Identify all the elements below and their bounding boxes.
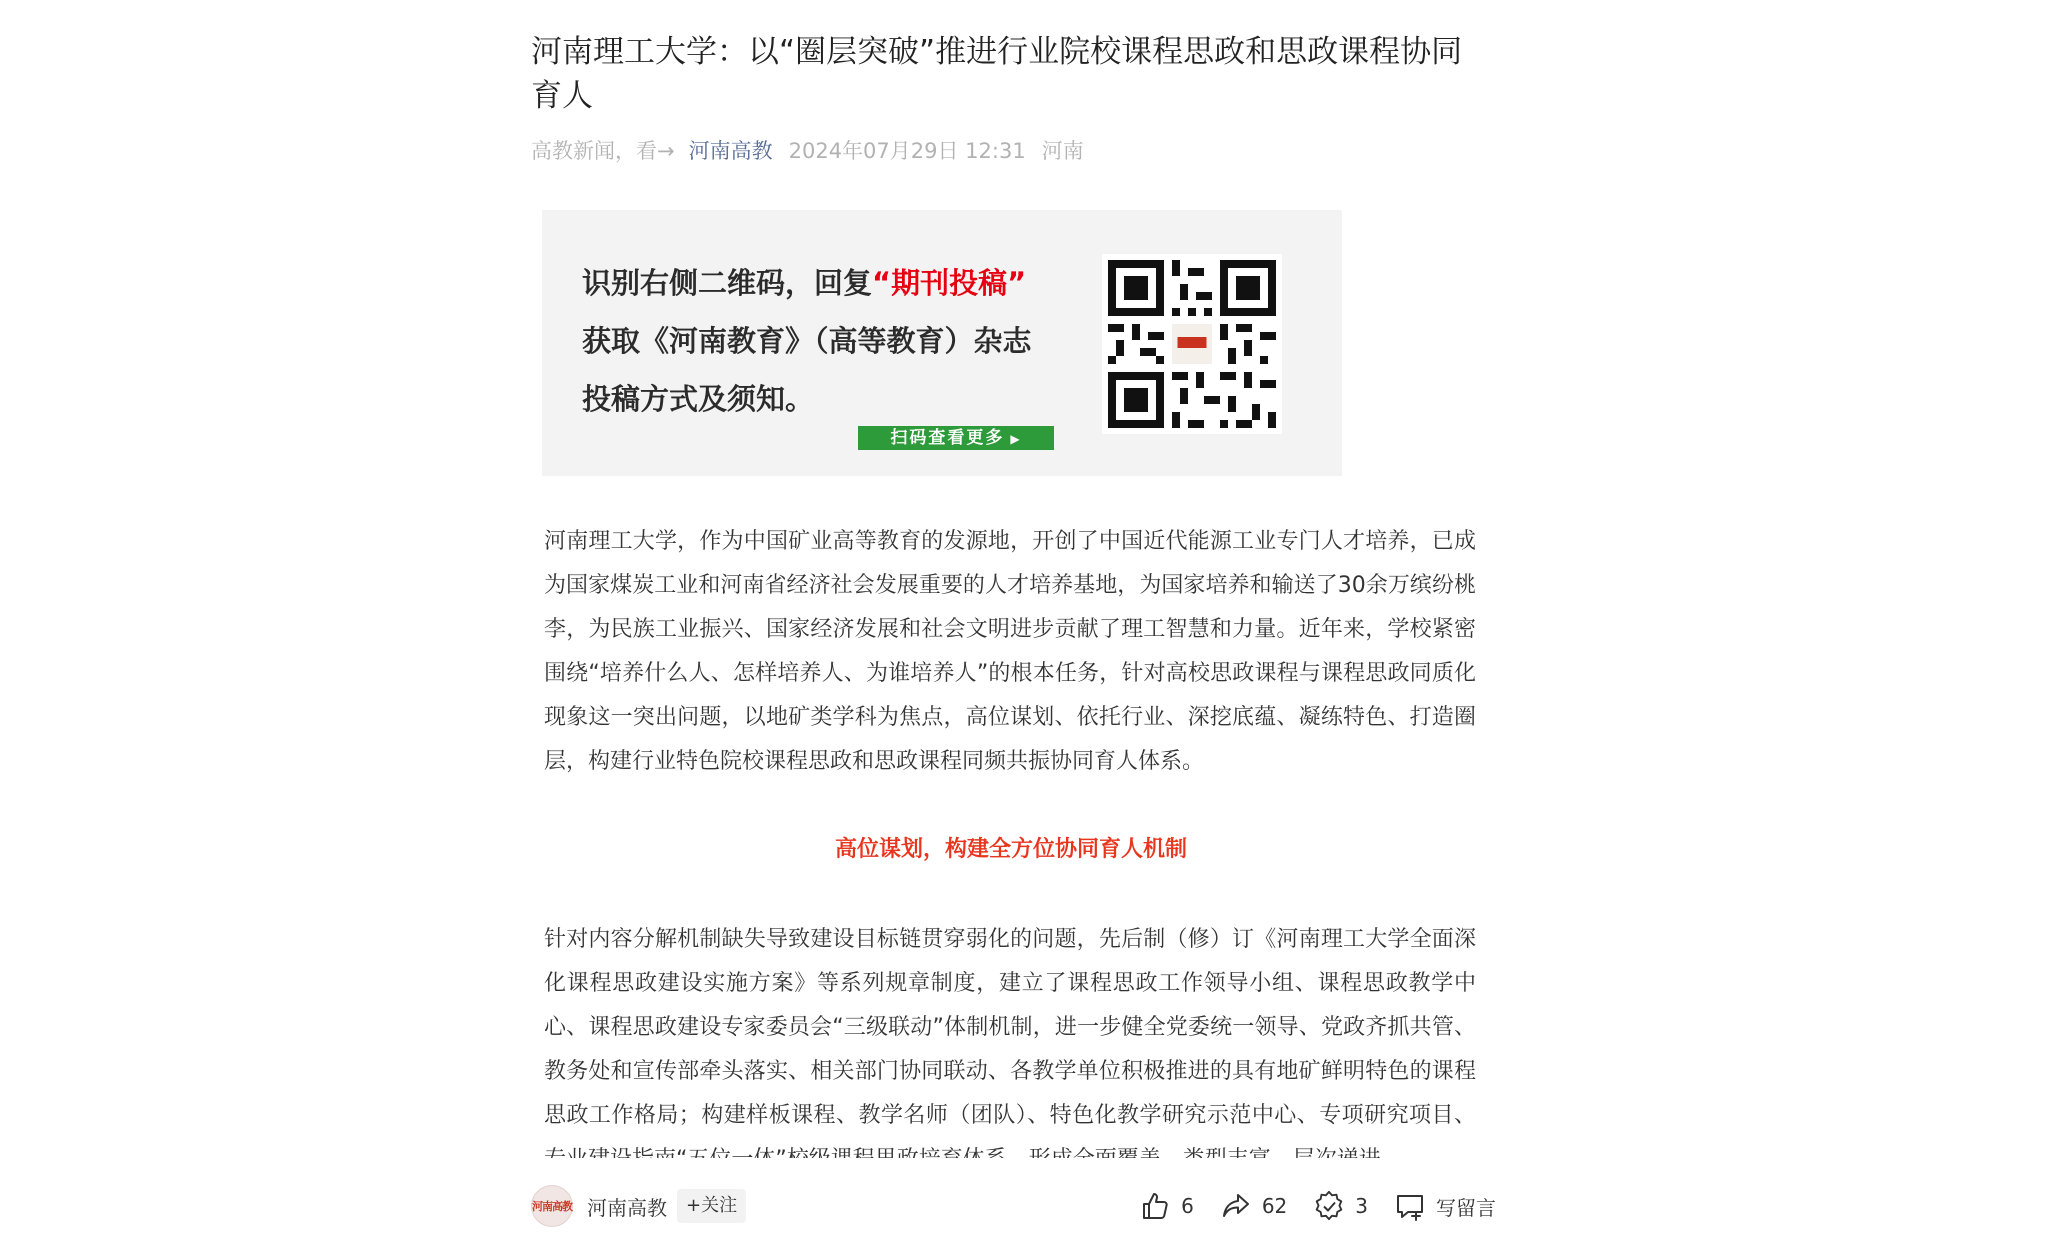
- follow-button[interactable]: +关注: [677, 1189, 746, 1223]
- banner-text: [582, 254, 1032, 428]
- banner-line-3: 投稿方式及须知。: [582, 382, 815, 416]
- article-paragraph-1: 河南理工大学，作为中国矿业高等教育的发源地，开创了中国近代能源工业专门人才培养，已成为国家煤炭工业和河南省经济社会发展重要的人才培养基地，为国家培养和输送了30余万缤纷桃李，为民族工业振兴、国家经济发展和社会文明进步贡献了理工智慧和力量。近年来，学校紧密围绕“培养什么人、怎样培养人、为谁培养人”的根本任务，针对高校思政课程与课程思政同质化现象这一突出问题，以地矿类学科为焦点，高位谋划、依托行业、深挖底蕴、凝练特色、打造圈层，构建行业特色院校课程思政和思政课程同频共振协同育人体系。: [544, 529, 1476, 774]
- like-count: 6: [1181, 1194, 1194, 1218]
- thumbs-up-icon: [1139, 1190, 1171, 1222]
- recommend-button[interactable]: [1313, 1190, 1368, 1222]
- share-icon: [1220, 1190, 1252, 1222]
- play-triangle-icon: ▶: [1010, 432, 1022, 446]
- action-group: [1139, 1184, 1496, 1228]
- scan-more-button[interactable]: 扫码查看更多 ▶: [858, 426, 1054, 450]
- share-button[interactable]: [1220, 1190, 1287, 1222]
- qr-code[interactable]: [1102, 254, 1282, 434]
- article-title: 河南理工大学：以“圈层突破”推进行业院校课程思政和思政课程协同育人: [531, 34, 1463, 114]
- author-info: [531, 1184, 746, 1228]
- recommend-icon: [1313, 1190, 1345, 1222]
- qr-code-icon: [1108, 260, 1276, 428]
- publish-region: 河南: [1041, 139, 1084, 163]
- comment-label: 写留言: [1436, 1195, 1496, 1220]
- article-paragraph-2: 针对内容分解机制缺失导致建设目标链贯穿弱化的问题，先后制（修）订《河南理工大学全面深化课程思政建设实施方案》等系列规章制度，建立了课程思政工作领导小组、课程思政教学中心、课程思政建设专家委员会“三级联动”体制机制，进一步健全党委统一领导、党政齐抓共管、教务处和宣传部牵头落实、相关部门协同联动、各教学单位积极推进的具有地矿鲜明特色的课程思政工作格局；构建样板课程、教学名师（团队）、特色化教学研究示范中心、专项研究项目、: [544, 927, 1476, 1128]
- banner-line-1: 识别右侧二维码，回复“期刊投稿”: [582, 266, 1027, 300]
- avatar[interactable]: 河南高教: [531, 1185, 573, 1227]
- share-count: 62: [1261, 1194, 1288, 1218]
- like-button[interactable]: [1139, 1190, 1194, 1222]
- recommend-count: 3: [1355, 1194, 1368, 1218]
- banner-line-2: 获取《河南教育》（高等教育）杂志: [582, 324, 1032, 358]
- promo-banner[interactable]: [542, 210, 1342, 476]
- article-meta: [531, 136, 1084, 166]
- comment-button[interactable]: [1394, 1190, 1496, 1222]
- author-name[interactable]: 河南高教: [587, 1195, 667, 1220]
- account-link[interactable]: 河南高教: [688, 139, 773, 163]
- meta-prefix: 高教新闻，看→: [531, 139, 675, 163]
- publish-date: 2024年07月29日 12:31: [788, 139, 1026, 163]
- banner-highlight: “期刊投稿”: [872, 266, 1027, 300]
- article: [531, 0, 1491, 1158]
- section-heading: 高位谋划，构建全方位协同育人机制: [834, 837, 1187, 862]
- comment-icon: [1394, 1190, 1426, 1222]
- bottom-toolbar: [0, 1158, 2048, 1251]
